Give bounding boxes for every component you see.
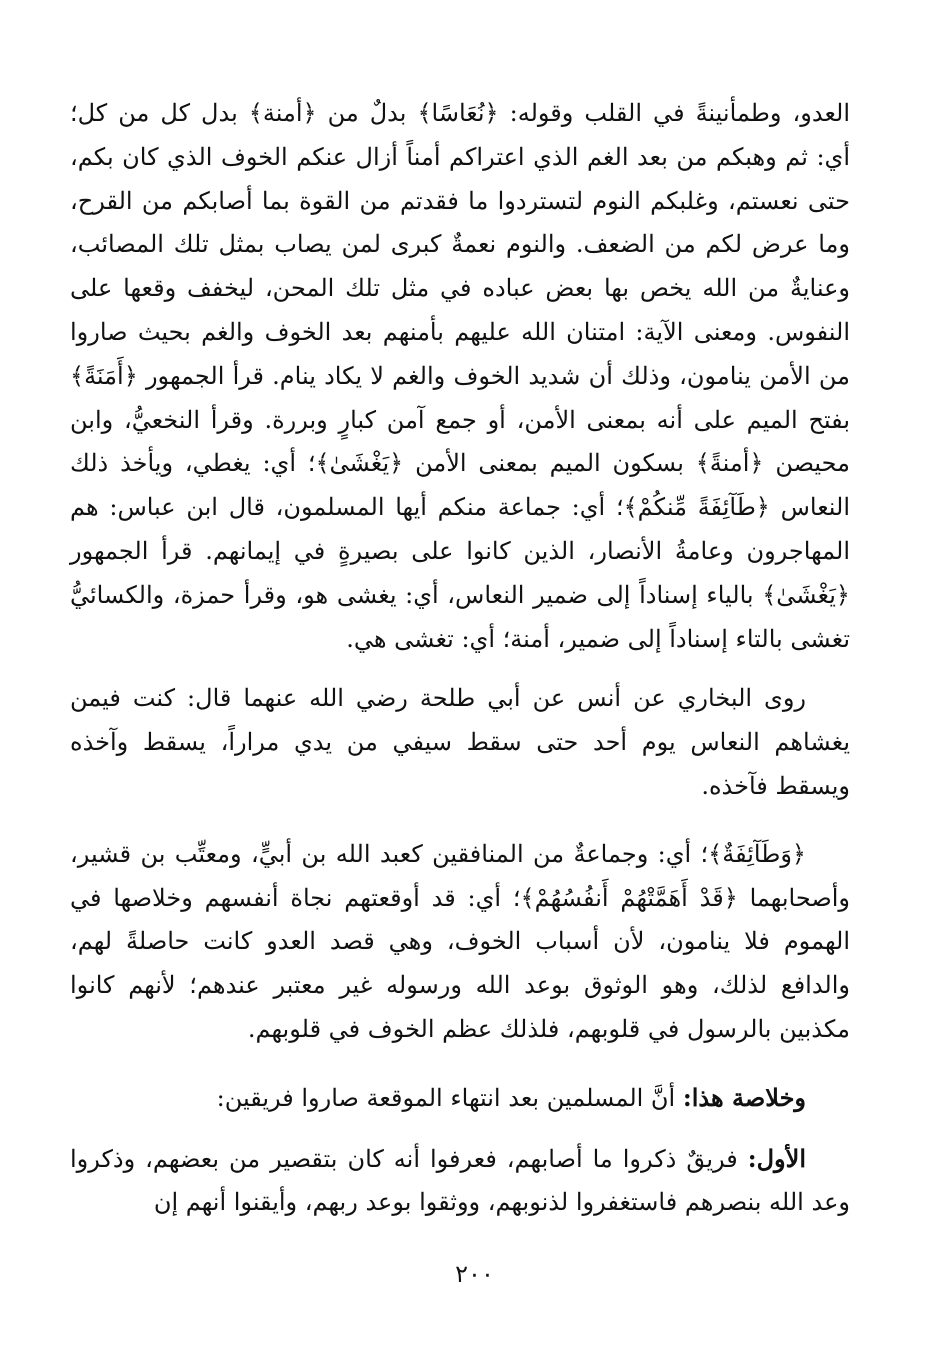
first-group-text: فريقٌ ذكروا ما أصابهم، فعرفوا أنه كان بتقصير من بعضهم، وذكروا وعد الله بنصرهم فاستغفروا لذنوبهم، ووثقوا بوعد ربهم، وأيقنوا أنهم إن — [70, 1144, 850, 1217]
paragraph-bukhari-narration: روى البخاري عن أنس عن أبي طلحة رضي الله عنهما قال: كنت فيمن يغشاهم النعاس يوم أحد حتى سقط سيفي من يدي مراراً، يسقط وآخذه ويسقط فآخذه. — [70, 684, 850, 800]
paragraph-munafiqin: ﴿وَطَآئِفَةٌ﴾؛ أي: وجماعةٌ من المنافقين كعبد الله بن أبيٍّ، ومعتِّب بن قشير، وأصحابهما ﴿قَدْ أَهَمَّتْهُمْ أَنفُسُهُمْ﴾؛ أي: قد أوقعتهم نجاة أنفسهم وخلاصها في الهموم فلا ينامون، لأن أسباب الخوف، وهي قصد العدو كانت حاصلةً لهم، والدافع لذلك، وهو الوثوق بوعد الله ورسوله غير معتبر عندهم؛ لأنهم كانوا مكذبين بالرسول في قلوبهم، فلذلك عظم الخوف في قلوبهم. — [70, 839, 850, 1043]
summary-text: أنَّ المسلمين بعد انتهاء الموقعة صاروا فريقين: — [216, 1083, 683, 1112]
first-group-label: الأول: — [747, 1143, 806, 1173]
summary-label: وخلاصة هذا: — [682, 1082, 806, 1112]
page-number: ٢٠٠ — [455, 1260, 494, 1288]
paragraph-tafsir-amana: العدو، وطمأنينةً في القلب وقوله: ﴿نُعَاسًا﴾ بدلٌ من ﴿أمنة﴾ بدل كل من كل؛ أي: ثم وهبكم من بعد الغم الذي اعتراكم أمناً أزال عنكم الخوف الذي كان بكم، حتى نعستم، وغلبكم النوم لتستردوا ما فقدتم من القوة بما أصابكم من القرح، وما عرض لكم من الضعف. والنوم نعمةٌ كبرى لمن يصاب بمثل تلك المصائب، وعنايةٌ من الله يخص بها بعض عباده في مثل تلك المحن، ليخفف وقعها على النفوس. ومعنى الآية: امتنان الله عليهم بأمنهم بعد الخوف والغم بحيث صاروا من الأمن ينامون، وذلك أن شديد الخوف والغم لا يكاد ينام. قرأ الجمهور ﴿أَمَنَةً﴾ بفتح الميم على أنه بمعنى الأمن، أو جمع آمن كبارٍ وبررة. وقرأ النخعيُّ، وابن محيصن ﴿أمنةً﴾ بسكون الميم بمعنى الأمن ﴿يَغْشَىٰ﴾؛ أي: يغطي، ويأخذ ذلك النعاس ﴿طَآئِفَةً مِّنكُمْ﴾؛ أي: جماعة منكم أيها المسلمون، قال ابن عباس: هم المهاجرون وعامةُ الأنصار، الذين كانوا على بصيرةٍ في إيمانهم. قرأ الجمهور ﴿يَغْشَىٰ﴾ بالياء إسناداً إلى ضمير النعاس، أي: يغشى هو، وقرأ حمزة، والكسائيُّ تغشى بالتاء إسناداً إلى ضمير، أمنة؛ أي: تغشى هي. — [70, 99, 851, 653]
page-body — [70, 92, 850, 1332]
paragraph-first-group — [70, 1137, 850, 1226]
paragraph-summary — [70, 1076, 850, 1121]
